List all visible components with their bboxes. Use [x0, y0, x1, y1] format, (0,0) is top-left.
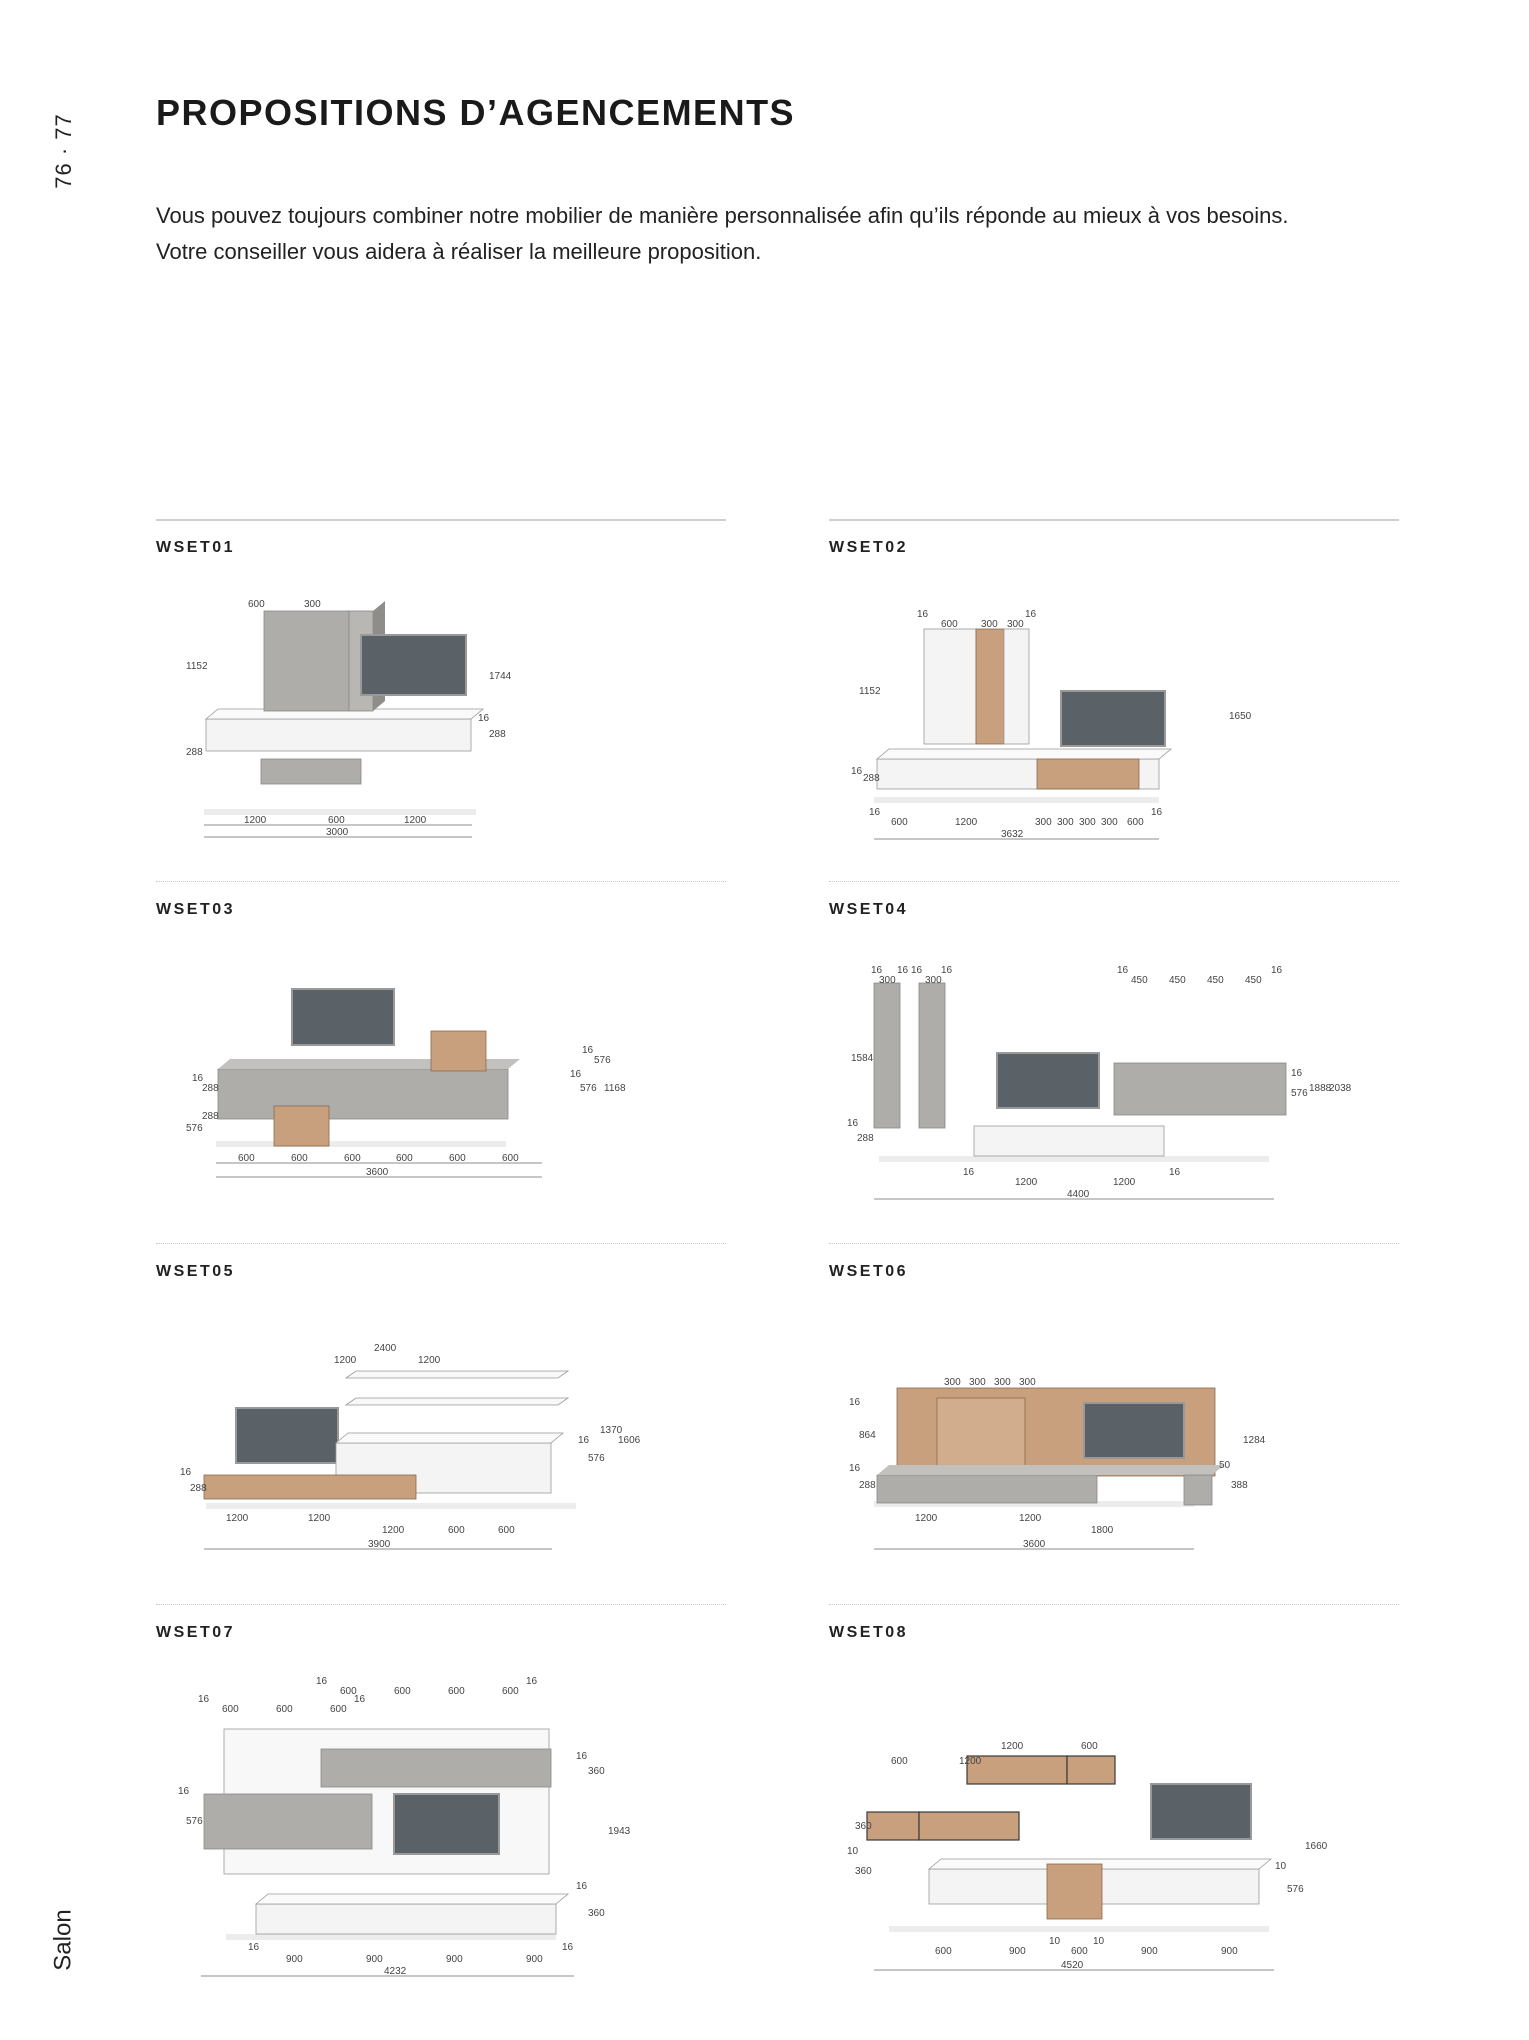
- dim-label: 450: [1207, 975, 1224, 986]
- dim-label: 600: [935, 1946, 952, 1957]
- dim-label: 16: [478, 713, 490, 724]
- dim-label: 600: [291, 1153, 308, 1164]
- tv-screen: [361, 635, 466, 695]
- dim-label: 600: [396, 1153, 413, 1164]
- dim-label: 16: [562, 1942, 574, 1953]
- dim-label: 16: [849, 1397, 861, 1408]
- dim-label: 360: [855, 1821, 872, 1832]
- dim-label: 16: [849, 1463, 861, 1474]
- white-lowboard: [974, 1126, 1164, 1156]
- dim-label: 600: [449, 1153, 466, 1164]
- dim-label: 576: [1291, 1088, 1308, 1099]
- dim-label: 4400: [1067, 1189, 1090, 1200]
- dim-label: 300: [994, 1377, 1011, 1388]
- intro-line: Votre conseiller vous aidera à réaliser la meilleure proposition.: [156, 239, 762, 264]
- dim-label: 900: [526, 1954, 543, 1965]
- dim-label: 1152: [859, 686, 881, 697]
- dim-label: 1800: [1091, 1525, 1114, 1536]
- dim-label: 300: [1007, 619, 1024, 630]
- dim-label: 288: [859, 1480, 876, 1491]
- dim-label: 16: [847, 1118, 859, 1129]
- dim-label: 16: [576, 1751, 588, 1762]
- grey-wall-cabinet: [321, 1749, 551, 1787]
- dim-label: 300: [1079, 817, 1096, 828]
- dim-label: 16: [869, 807, 881, 818]
- dim-label: 300: [1035, 817, 1052, 828]
- dim-label: 16: [178, 1786, 190, 1797]
- dim-label: 388: [1231, 1480, 1248, 1491]
- wood-box: [274, 1106, 329, 1146]
- layout-drawing: [156, 569, 726, 869]
- dim-label: 16: [248, 1942, 260, 1953]
- dim-label: 16: [198, 1694, 210, 1705]
- wood-frame-shelf: [967, 1756, 1067, 1784]
- grey-column: [919, 983, 945, 1128]
- dim-label: 288: [202, 1083, 219, 1094]
- dim-label: 864: [859, 1430, 876, 1441]
- layout-drawing: [829, 1293, 1399, 1593]
- set-code: WSET08: [829, 1624, 909, 1641]
- dim-label: 16: [941, 965, 953, 976]
- dim-label: 360: [588, 1908, 605, 1919]
- grey-wall-cabinet: [204, 1794, 372, 1849]
- dim-label: 1200: [244, 815, 267, 826]
- dim-label: 900: [1221, 1946, 1238, 1957]
- dim-label: 16: [1291, 1068, 1303, 1079]
- dim-label: 1152: [186, 661, 208, 672]
- dim-label: 10: [1275, 1861, 1287, 1872]
- dim-label: 600: [891, 817, 908, 828]
- dim-label: 1200: [955, 817, 978, 828]
- layout-set-wset05: [156, 1243, 726, 1601]
- layout-drawing: [829, 931, 1399, 1231]
- dim-label: 288: [186, 747, 203, 758]
- layout-set-wset01: [156, 519, 726, 877]
- dim-label: 10: [847, 1846, 859, 1857]
- cabinet-top: [336, 1433, 563, 1443]
- set-code: WSET05: [156, 1263, 236, 1280]
- dim-label: 4520: [1061, 1960, 1084, 1971]
- divider: [156, 881, 726, 882]
- dim-label: 16: [1151, 807, 1163, 818]
- dim-label: 1200: [226, 1513, 249, 1524]
- dim-label: 300: [925, 975, 942, 986]
- dim-label: 600: [1081, 1741, 1098, 1752]
- white-cabinet: [924, 629, 976, 744]
- floor-shadow: [226, 1934, 556, 1940]
- set-code: WSET03: [156, 901, 236, 918]
- dim-label: 4232: [384, 1966, 407, 1977]
- dim-label: 1584: [851, 1053, 874, 1064]
- dim-label: 1606: [618, 1435, 641, 1446]
- dim-label: 1284: [1243, 1435, 1266, 1446]
- dim-label: 600: [238, 1153, 255, 1164]
- floating-shelf: [346, 1371, 568, 1378]
- wood-lowboard: [204, 1475, 416, 1499]
- dim-label: 360: [588, 1766, 605, 1777]
- dim-label: 1200: [308, 1513, 331, 1524]
- tv-screen: [292, 989, 394, 1045]
- layout-set-wset03: [156, 881, 726, 1239]
- divider: [829, 519, 1399, 521]
- floor-shadow: [889, 1926, 1269, 1932]
- dim-label: 1200: [915, 1513, 938, 1524]
- dim-label: 600: [222, 1704, 239, 1715]
- set-code: WSET01: [156, 539, 236, 556]
- dim-label: 600: [1127, 817, 1144, 828]
- dim-label: 600: [448, 1686, 465, 1697]
- dim-label: 288: [190, 1483, 207, 1494]
- dim-label: 600: [328, 815, 345, 826]
- dim-label: 1370: [600, 1425, 623, 1436]
- dim-label: 288: [202, 1111, 219, 1122]
- dim-label: 16: [1169, 1167, 1181, 1178]
- dim-label: 576: [186, 1816, 203, 1827]
- layout-drawing: [156, 1293, 726, 1593]
- dim-label: 1200: [404, 815, 427, 826]
- tv-screen: [1061, 691, 1165, 746]
- dim-label: 16: [576, 1881, 588, 1892]
- dim-label: 16: [871, 965, 883, 976]
- divider: [156, 1604, 726, 1605]
- divider: [829, 1243, 1399, 1244]
- dim-label: 600: [498, 1525, 515, 1536]
- floor-shadow: [874, 797, 1159, 803]
- dim-label: 16: [1271, 965, 1283, 976]
- lowboard-top: [256, 1894, 568, 1904]
- dim-label: 300: [304, 599, 321, 610]
- grey-wall-cabinet: [1114, 1063, 1286, 1115]
- layout-set-wset08: [829, 1604, 1399, 1971]
- dim-label: 1200: [382, 1525, 405, 1536]
- wood-frame-shelf: [867, 1812, 919, 1840]
- dim-label: 300: [969, 1377, 986, 1388]
- lowboard-top: [877, 1465, 1224, 1475]
- wood-frame-shelf: [919, 1812, 1019, 1840]
- layout-drawing: [156, 931, 726, 1231]
- dim-label: 1200: [959, 1756, 982, 1767]
- floating-shelf: [346, 1398, 568, 1405]
- dim-label: 600: [941, 619, 958, 630]
- dim-label: 16: [582, 1045, 594, 1056]
- dim-label: 1200: [1113, 1177, 1136, 1188]
- dim-label: 600: [1071, 1946, 1088, 1957]
- dim-label: 288: [863, 773, 880, 784]
- grey-column: [874, 983, 900, 1128]
- wood-open-shelf: [1037, 759, 1139, 789]
- dim-label: 16: [963, 1167, 975, 1178]
- grey-tall-cabinet: [264, 611, 349, 711]
- tv-screen: [236, 1408, 338, 1463]
- lowboard-top: [877, 749, 1171, 759]
- dim-label: 16: [526, 1676, 538, 1687]
- dim-label: 300: [944, 1377, 961, 1388]
- grey-cabinet: [261, 759, 361, 784]
- divider: [829, 881, 1399, 882]
- dim-label: 16: [192, 1073, 204, 1084]
- layout-set-wset07: [156, 1604, 726, 1977]
- dim-label: 600: [248, 599, 265, 610]
- dim-label: 360: [855, 1866, 872, 1877]
- dim-label: 1943: [608, 1826, 631, 1837]
- dim-label: 900: [286, 1954, 303, 1965]
- intro-text: [156, 198, 1406, 270]
- dim-label: 16: [1025, 609, 1037, 620]
- dim-label: 300: [981, 619, 998, 630]
- dim-label: 1744: [489, 671, 512, 682]
- section-label: Salon: [50, 1909, 78, 1971]
- floor-shadow: [216, 1141, 506, 1147]
- wood-bookcase: [937, 1398, 1025, 1473]
- dim-label: 300: [1101, 817, 1118, 828]
- dim-label: 1660: [1305, 1841, 1328, 1852]
- dim-label: 450: [1131, 975, 1148, 986]
- dim-label: 3000: [326, 827, 349, 838]
- dim-label: 576: [594, 1055, 611, 1066]
- dim-label: 900: [366, 1954, 383, 1965]
- dim-label: 600: [502, 1153, 519, 1164]
- dim-label: 16: [897, 965, 909, 976]
- wood-bookcase: [976, 629, 1004, 744]
- dim-label: 2038: [1329, 1083, 1352, 1094]
- wood-box: [431, 1031, 486, 1071]
- wood-frame-shelf: [1067, 1756, 1115, 1784]
- dim-label: 300: [1057, 817, 1074, 828]
- dim-label: 1888: [1309, 1083, 1332, 1094]
- dim-label: 450: [1245, 975, 1262, 986]
- dim-label: 450: [1169, 975, 1186, 986]
- dim-label: 3900: [368, 1539, 391, 1550]
- dim-label: 576: [588, 1453, 605, 1464]
- dim-label: 16: [1117, 965, 1129, 976]
- dim-label: 600: [448, 1525, 465, 1536]
- floor-shadow: [879, 1156, 1269, 1162]
- tv-screen: [394, 1794, 499, 1854]
- dim-label: 900: [1009, 1946, 1026, 1957]
- dim-label: 2400: [374, 1343, 397, 1354]
- dim-label: 288: [857, 1133, 874, 1144]
- dim-label: 900: [446, 1954, 463, 1965]
- dim-label: 3600: [1023, 1539, 1046, 1550]
- dim-label: 1200: [418, 1355, 441, 1366]
- dim-label: 600: [394, 1686, 411, 1697]
- tv-screen: [1151, 1784, 1251, 1839]
- layout-set-wset04: [829, 881, 1399, 1239]
- dim-label: 16: [851, 766, 863, 777]
- set-code: WSET07: [156, 1624, 236, 1641]
- intro-line: Vous pouvez toujours combiner notre mobilier de manière personnalisée afin qu’ils réponde au mieux à vos besoins.: [156, 203, 1289, 228]
- dim-label: 900: [1141, 1946, 1158, 1957]
- grey-support: [1184, 1475, 1212, 1505]
- dim-label: 300: [879, 975, 896, 986]
- dim-label: 10: [1093, 1936, 1105, 1947]
- dim-label: 10: [1049, 1936, 1061, 1947]
- dim-label: 576: [1287, 1884, 1304, 1895]
- wood-cube: [1047, 1864, 1102, 1919]
- dim-label: 16: [911, 965, 923, 976]
- dim-label: 50: [1219, 1460, 1231, 1471]
- divider: [156, 1243, 726, 1244]
- grey-lowboard: [877, 1475, 1097, 1503]
- dim-label: 16: [180, 1467, 192, 1478]
- set-code: WSET04: [829, 901, 909, 918]
- dim-label: 600: [344, 1153, 361, 1164]
- dim-label: 1200: [334, 1355, 357, 1366]
- white-lowboard: [256, 1904, 556, 1934]
- dim-label: 600: [340, 1686, 357, 1697]
- page-number: 76 · 77: [51, 113, 76, 189]
- dim-label: 600: [276, 1704, 293, 1715]
- dim-label: 300: [1019, 1377, 1036, 1388]
- layout-set-wset02: [829, 519, 1399, 877]
- dim-label: 576: [580, 1083, 597, 1094]
- divider: [829, 1604, 1399, 1605]
- tv-screen: [1084, 1403, 1184, 1458]
- dim-label: 16: [578, 1435, 590, 1446]
- page-title: PROPOSITIONS D’AGENCEMENTS: [156, 92, 796, 133]
- dim-label: 1650: [1229, 711, 1252, 722]
- dim-label: 1200: [1001, 1741, 1024, 1752]
- layout-drawing: [829, 1654, 1399, 1971]
- dim-label: 600: [502, 1686, 519, 1697]
- white-cabinet: [1004, 629, 1029, 744]
- dim-label: 16: [316, 1676, 328, 1687]
- grey-lowboard: [218, 1069, 508, 1119]
- dim-label: 1200: [1019, 1513, 1042, 1524]
- dim-label: 600: [330, 1704, 347, 1715]
- layout-set-wset06: [829, 1243, 1399, 1601]
- white-lowboard: [206, 719, 471, 751]
- dim-label: 1168: [604, 1083, 626, 1094]
- dim-label: 3600: [366, 1167, 389, 1178]
- tv-screen: [997, 1053, 1099, 1108]
- dim-label: 1200: [1015, 1177, 1038, 1188]
- dim-label: 576: [186, 1123, 203, 1134]
- dim-label: 16: [570, 1069, 582, 1080]
- set-code: WSET06: [829, 1263, 909, 1280]
- dim-label: 3632: [1001, 829, 1024, 840]
- divider: [156, 519, 726, 521]
- layout-drawing: [156, 1654, 726, 1977]
- dim-label: 600: [891, 1756, 908, 1767]
- dim-label: 16: [917, 609, 929, 620]
- dim-label: 16: [354, 1694, 366, 1705]
- floor-shadow: [206, 1503, 576, 1509]
- dim-label: 288: [489, 729, 506, 740]
- layout-drawing: [829, 569, 1399, 869]
- set-code: WSET02: [829, 539, 909, 556]
